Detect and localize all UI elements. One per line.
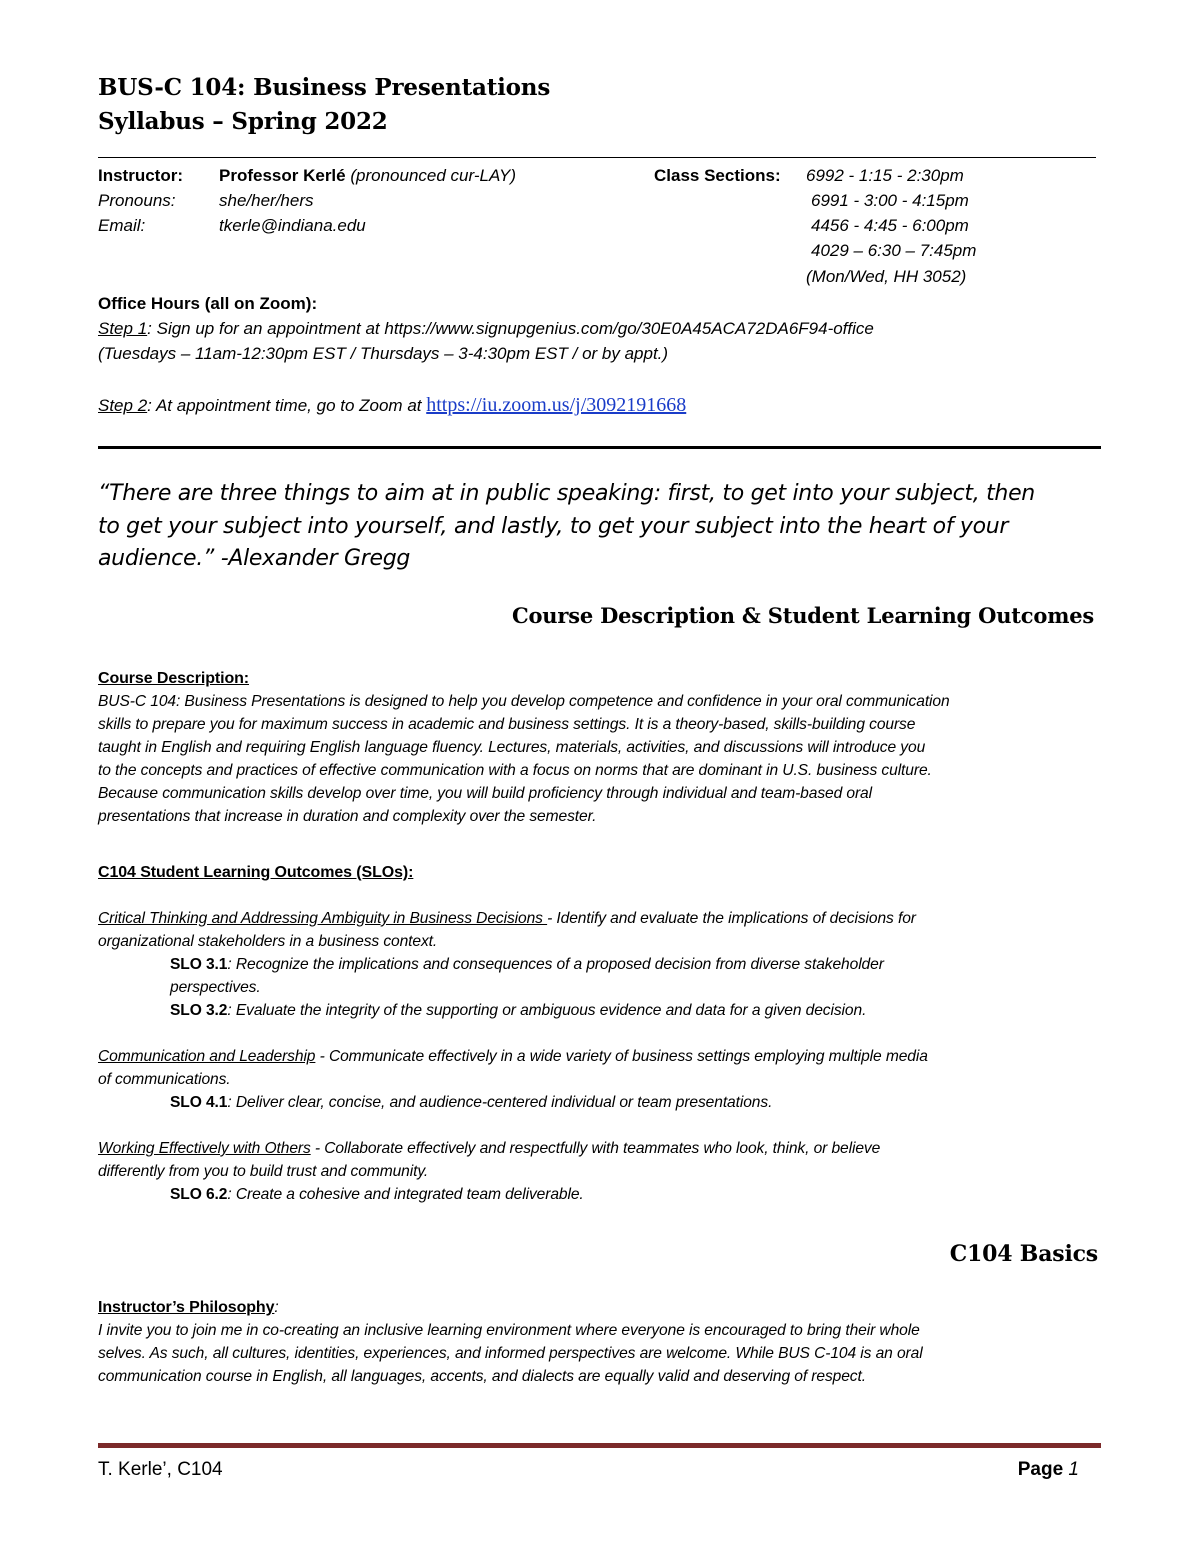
philosophy-line: I invite you to join me in co-creating an inclusive learning environment where everyone is encouraged to bring their whole bbox=[98, 1322, 920, 1339]
description-line: to the concepts and practices of effective communication with a focus on norms that are dominant in U.S. business culture. bbox=[98, 762, 932, 779]
header-divider bbox=[98, 157, 1096, 158]
basics-section-heading: C104 Basics bbox=[949, 1241, 1098, 1267]
description-line: skills to prepare you for maximum success in academic and business settings. It is a theory-based, skills-building course bbox=[98, 716, 916, 733]
slo-group-desc: organizational stakeholders in a business context. bbox=[98, 933, 438, 950]
quote-line: to get your subject into yourself, and lastly, to get your subject into the heart of your bbox=[98, 513, 1009, 539]
course-section-heading: Course Description & Student Learning Outcomes bbox=[511, 603, 1094, 628]
class-section-item: 6991 - 3:00 - 4:15pm bbox=[811, 191, 969, 210]
step2-text: : At appointment time, go to Zoom at bbox=[147, 396, 427, 415]
slo-text: : Create a cohesive and integrated team deliverable. bbox=[227, 1186, 584, 1203]
description-line: presentations that increase in duration and complexity over the semester. bbox=[98, 808, 597, 825]
footer-page bbox=[1018, 1459, 1079, 1481]
philosophy-line: communication course in English, all languages, accents, and dialects are equally valid and deserving of respect. bbox=[98, 1368, 866, 1385]
step1-text[interactable]: : Sign up for an appointment at https://www.signupgenius.com/go/30E0A45ACA72DA6F94-office bbox=[147, 319, 874, 338]
philosophy-colon: : bbox=[274, 1299, 279, 1316]
opening-quote bbox=[98, 478, 1098, 576]
slo-text: : Deliver clear, concise, and audience-centered individual or team presentations. bbox=[227, 1094, 773, 1111]
instructor-name: Professor Kerlé bbox=[219, 166, 346, 185]
slo-group-desc: of communications. bbox=[98, 1071, 231, 1088]
slo-group-title-line bbox=[98, 907, 1098, 930]
slo-text: : Recognize the implications and consequences of a proposed decision from diverse stakeholder bbox=[227, 956, 884, 973]
class-section-item: 4029 – 6:30 – 7:45pm bbox=[811, 241, 977, 260]
slo-group-title-line bbox=[98, 1137, 1098, 1160]
slo-group-title-line bbox=[98, 1045, 1098, 1068]
office-hours-heading: Office Hours (all on Zoom): bbox=[98, 294, 318, 313]
class-section-item: 6992 - 1:15 - 2:30pm bbox=[806, 166, 964, 185]
philosophy-heading: Instructor’s Philosophy bbox=[98, 1299, 275, 1316]
slo-item-cont: perspectives. bbox=[170, 979, 261, 996]
philosophy-line: selves. As such, all cultures, identities, experiences, and informed perspectives are welcome. While BUS C-104 is an oral bbox=[98, 1345, 923, 1362]
class-section-item: 4456 - 4:45 - 6:00pm bbox=[811, 216, 969, 235]
course-description-block bbox=[98, 667, 1098, 828]
description-line: taught in English and requiring English language fluency. Lectures, materials, activities, and discussions will introduce you bbox=[98, 739, 926, 756]
instructor-label: Instructor: bbox=[98, 166, 183, 185]
description-line: BUS-C 104: Business Presentations is designed to help you develop competence and confidence in your oral communication bbox=[98, 693, 950, 710]
slo-group-desc: differently from you to build trust and community. bbox=[98, 1163, 429, 1180]
slo-key: SLO 3.2 bbox=[170, 1002, 228, 1019]
email-label: Email: bbox=[98, 216, 146, 235]
slo-key: SLO 6.2 bbox=[170, 1186, 228, 1203]
slo-group-title: Communication and Leadership bbox=[98, 1048, 316, 1065]
slo-key: SLO 4.1 bbox=[170, 1094, 228, 1111]
pronouns-label: Pronouns: bbox=[98, 191, 176, 210]
document-subtitle: Syllabus – Spring 2022 bbox=[98, 108, 388, 135]
slo-group-desc: - Identify and evaluate the implications of decisions for bbox=[547, 910, 916, 927]
office-hours-times: (Tuesdays – 11am-12:30pm EST / Thursdays – 3-4:30pm EST / or by appt.) bbox=[98, 344, 669, 363]
document-title: BUS-C 104: Business Presentations bbox=[98, 74, 551, 101]
instructor-pronunciation: (pronounced cur-LAY) bbox=[350, 166, 517, 185]
instructor-info bbox=[219, 166, 516, 186]
spacer bbox=[98, 1022, 1098, 1045]
philosophy-block bbox=[98, 1296, 1098, 1388]
step1-label: Step 1 bbox=[98, 319, 148, 338]
footer-divider bbox=[98, 1443, 1101, 1448]
step2-label: Step 2 bbox=[98, 396, 148, 415]
footer-author: T. Kerle’, C104 bbox=[98, 1459, 223, 1480]
email-value[interactable]: tkerle@indiana.edu bbox=[219, 216, 366, 235]
quote-line: audience.” -Alexander Gregg bbox=[98, 546, 411, 571]
description-line: Because communication skills develop over time, you will build proficiency through individual and team-based oral bbox=[98, 785, 872, 802]
slo-item bbox=[98, 1091, 1098, 1114]
slo-group-title: Critical Thinking and Addressing Ambiguity in Business Decisions bbox=[98, 910, 548, 927]
zoom-link[interactable]: https://iu.zoom.us/j/3092191668 bbox=[426, 394, 687, 416]
slo-group-desc: - Collaborate effectively and respectfully with teammates who look, think, or believe bbox=[310, 1140, 881, 1157]
slo-block bbox=[98, 861, 1098, 1206]
slo-group-title: Working Effectively with Others bbox=[98, 1140, 311, 1157]
slo-key: SLO 3.1 bbox=[170, 956, 228, 973]
quote-line: “There are three things to aim at in public speaking: first, to get into your subject, then bbox=[98, 481, 1035, 506]
slo-item bbox=[98, 999, 1098, 1022]
office-hours-step2 bbox=[98, 394, 686, 417]
slo-group-desc: - Communicate effectively in a wide variety of business settings employing multiple media bbox=[315, 1048, 928, 1065]
slo-text: : Evaluate the integrity of the supporting or ambiguous evidence and data for a given decision. bbox=[227, 1002, 867, 1019]
spacer bbox=[98, 1114, 1098, 1137]
office-hours-step1 bbox=[98, 319, 874, 339]
class-sections-label: Class Sections: bbox=[654, 166, 781, 185]
slo-item bbox=[98, 1183, 1098, 1206]
course-description-heading: Course Description: bbox=[98, 670, 250, 687]
slo-heading: C104 Student Learning Outcomes (SLOs): bbox=[98, 864, 414, 881]
class-section-item: (Mon/Wed, HH 3052) bbox=[806, 267, 967, 286]
page-label: Page bbox=[1017, 1459, 1069, 1480]
spacer bbox=[98, 884, 1098, 907]
slo-item bbox=[98, 953, 1098, 976]
pronouns-value: she/her/hers bbox=[219, 191, 314, 210]
quote-divider bbox=[98, 446, 1101, 449]
page-number: 1 bbox=[1068, 1459, 1079, 1480]
philosophy-heading-line bbox=[98, 1296, 1098, 1319]
